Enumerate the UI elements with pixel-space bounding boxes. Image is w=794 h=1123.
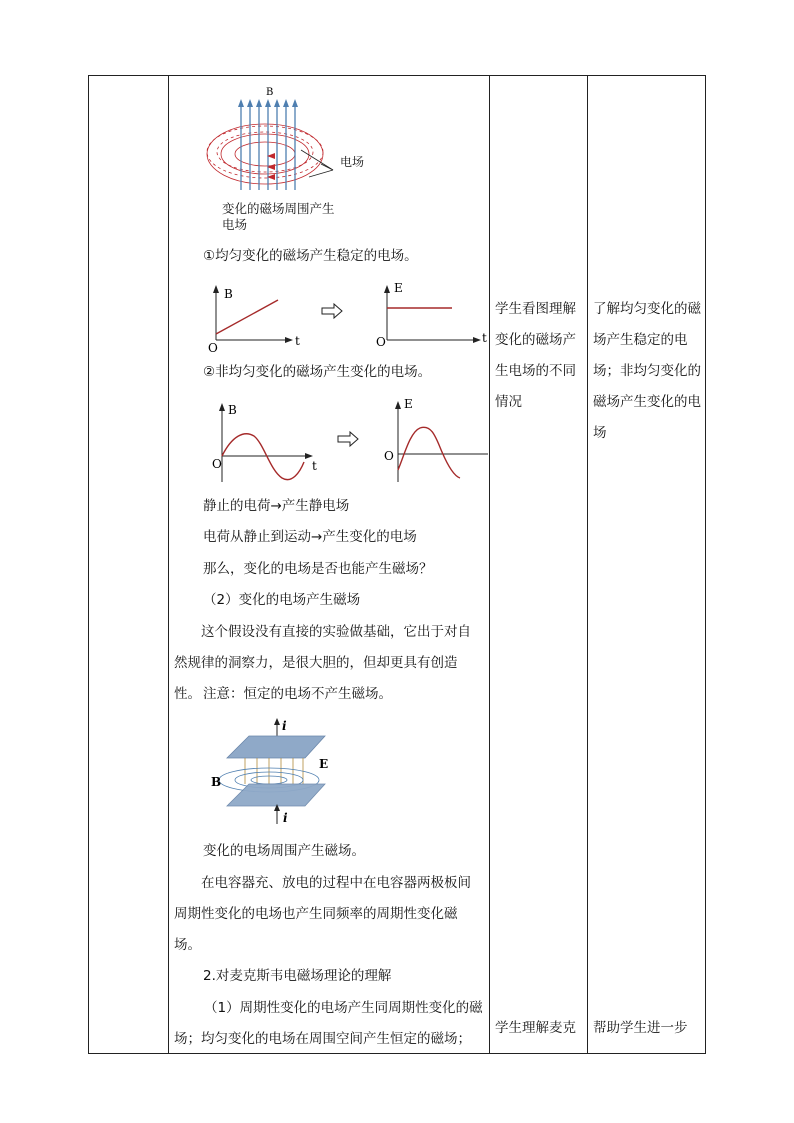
design-intent-1: 了解均匀变化的磁场产生稳定的电场；非均匀变化的磁场产生变化的电场 [593, 301, 701, 441]
fig1-caption-line2: 电场 [222, 217, 248, 232]
hypothesis-paragraph: 这个假设没有直接的实验做基础，它出于对自然规律的洞察力，是很大胆的，但却更具有创造性。 [174, 624, 471, 702]
current-top-label: i [282, 719, 287, 733]
graph1-right-x-label: t [482, 331, 487, 345]
maxwell-theory-heading: 2.对麦克斯韦电磁场理论的理解 [203, 968, 392, 984]
graph1-left-y-label: B [224, 287, 233, 301]
magnetic-field-figure [205, 82, 375, 197]
fig1-caption-line1: 变化的磁场周围产生 [222, 201, 335, 216]
current-bottom-label: i [283, 811, 288, 825]
question-line: 那么，变化的电场是否也能产生磁场？ [203, 561, 433, 577]
section-heading-2: （2）变化的电场产生磁场 [203, 592, 361, 608]
item-uniform-field: ①均匀变化的磁场产生稳定的电场。 [203, 248, 418, 264]
note-line: 注意：恒定的电场不产生磁场。 [203, 686, 392, 702]
graph1-left-origin: O [208, 341, 218, 355]
capacitor-paragraph: 在电容器充、放电的过程中在电容器两极板间周期性变化的电场也产生同频率的周期性变化磁场。 [174, 875, 471, 953]
graph2-left-x-label: t [312, 459, 317, 473]
student-activity-2: 学生理解麦克 [495, 1020, 576, 1036]
maxwell-point-1: （1）周期性变化的电场产生同周期性变化的磁场；均匀变化的电场在周围空间产生恒定的磁场； [174, 1000, 483, 1047]
static-charge-line: 静止的电荷→产生静电场 [203, 498, 350, 514]
changing-field-line: 变化的电场周围产生磁场。 [203, 843, 365, 859]
moving-charge-line: 电荷从静止到运动→产生变化的电场 [203, 529, 417, 545]
b-label: B [211, 775, 222, 789]
graph2-right-origin: O [384, 449, 394, 463]
col-divider-2 [489, 76, 490, 1053]
student-activity-1: 学生看图理解变化的磁场产生电场的不同情况 [495, 301, 576, 410]
item-nonuniform-field: ②非均匀变化的磁场产生变化的电场。 [203, 364, 432, 380]
graph2-right-y-label: E [404, 397, 413, 411]
b-field-label: B [266, 87, 274, 98]
graph2-left-y-label: B [228, 403, 237, 417]
uniform-change-graphs [200, 278, 492, 356]
graph1-left-x-label: t [295, 334, 300, 348]
electric-field-label: 电场 [340, 155, 365, 169]
e-label: E [319, 757, 329, 771]
graph1-right-y-label: E [394, 281, 403, 295]
capacitor-figure [205, 718, 340, 828]
nonuniform-change-graphs [208, 396, 492, 488]
graph1-right-origin: O [376, 335, 386, 349]
col-divider-1 [168, 76, 169, 1053]
col-divider-3 [587, 76, 588, 1053]
design-intent-2: 帮助学生进一步 [593, 1020, 688, 1036]
graph2-left-origin: O [212, 457, 222, 471]
